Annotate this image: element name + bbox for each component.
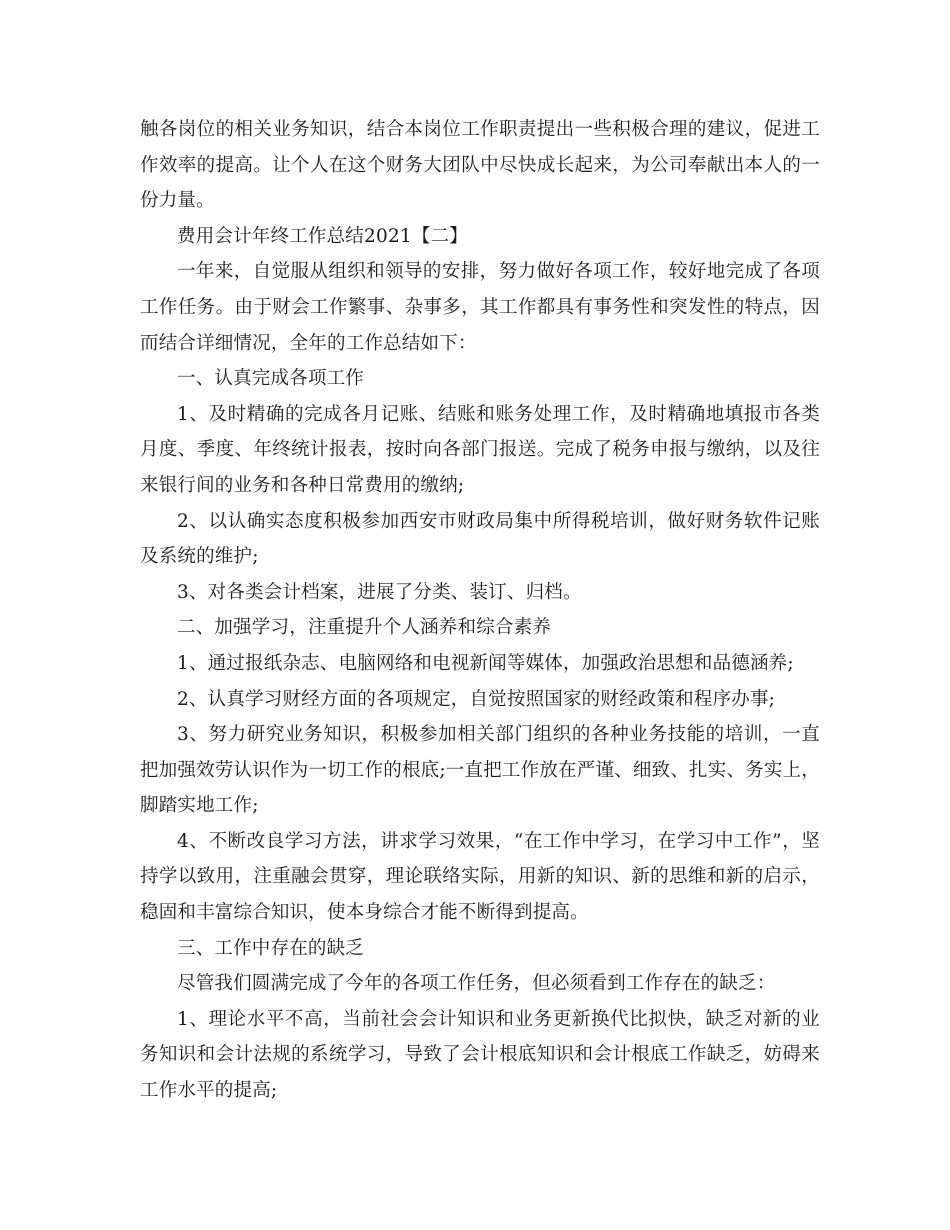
- list-item: 1、及时精确的完成各月记账、结账和账务处理工作，及时精确地填报市各类月度、季度、年终统计报表，按时向各部门报送。完成了税务申报与缴纳，以及往来银行间的业务和各种日常费用的缴纳;: [140, 403, 820, 496]
- paragraph: 触各岗位的相关业务知识，结合本岗位工作职责提出一些积极合理的建议，促进工作效率的提高。让个人在这个财务大团队中尽快成长起来，为公司奉献出本人的一份力量。: [140, 119, 820, 212]
- list-item: 1、理论水平不高，当前社会会计知识和业务更新换代比拟快，缺乏对新的业务知识和会计法规的系统学习，导致了会计根底知识和会计根底工作缺乏，妨碍来工作水平的提高;: [140, 1008, 820, 1102]
- section-heading: 一、认真完成各项工作: [177, 368, 365, 390]
- list-item: 3、努力研究业务知识，积极参加相关部门组织的各种业务技能的培训，一直把加强效劳认识作为一切工作的根底;一直把工作放在严谨、细致、扎实、务实上，脚踏实地工作;: [140, 724, 820, 817]
- section-heading: 二、加强学习，注重提升个人涵养和综合素养: [177, 617, 552, 639]
- section-title: 费用会计年终工作总结2021【二】: [177, 225, 468, 247]
- paragraph: 一年来，自觉服从组织和领导的安排，努力做好各项工作，较好地完成了各项工作任务。由于财会工作繁事、杂事多，其工作都具有事务性和突发性的特点，因而结合详细情况，全年的工作总结如下：: [140, 261, 820, 354]
- list-item: 1、通过报纸杂志、电脑网络和电视新闻等媒体，加强政治思想和品德涵养;: [177, 652, 794, 674]
- paragraph: 尽管我们圆满完成了今年的各项工作任务，但必须看到工作存在的缺乏：: [177, 973, 776, 995]
- list-item: 2、认真学习财经方面的各项规定，自觉按照国家的财经政策和程序办事;: [177, 688, 776, 710]
- list-item: 4、不断改良学习方法，讲求学习效果，“在工作中学习，在学习中工作”，坚持学以致用，注重融会贯穿，理论联络实际，用新的知识、新的思维和新的启示，稳固和丰富综合知识，使本身综合才能不断得到提高。: [140, 830, 820, 924]
- section-heading: 三、工作中存在的缺乏: [177, 937, 365, 959]
- list-item: 2、以认确实态度积极参加西安市财政局集中所得税培训，做好财务软件记账及系统的维护;: [140, 510, 820, 568]
- document-page: [140, 112, 820, 1109]
- list-item: 3、对各类会计档案，进展了分类、装订、归档。: [177, 581, 582, 603]
